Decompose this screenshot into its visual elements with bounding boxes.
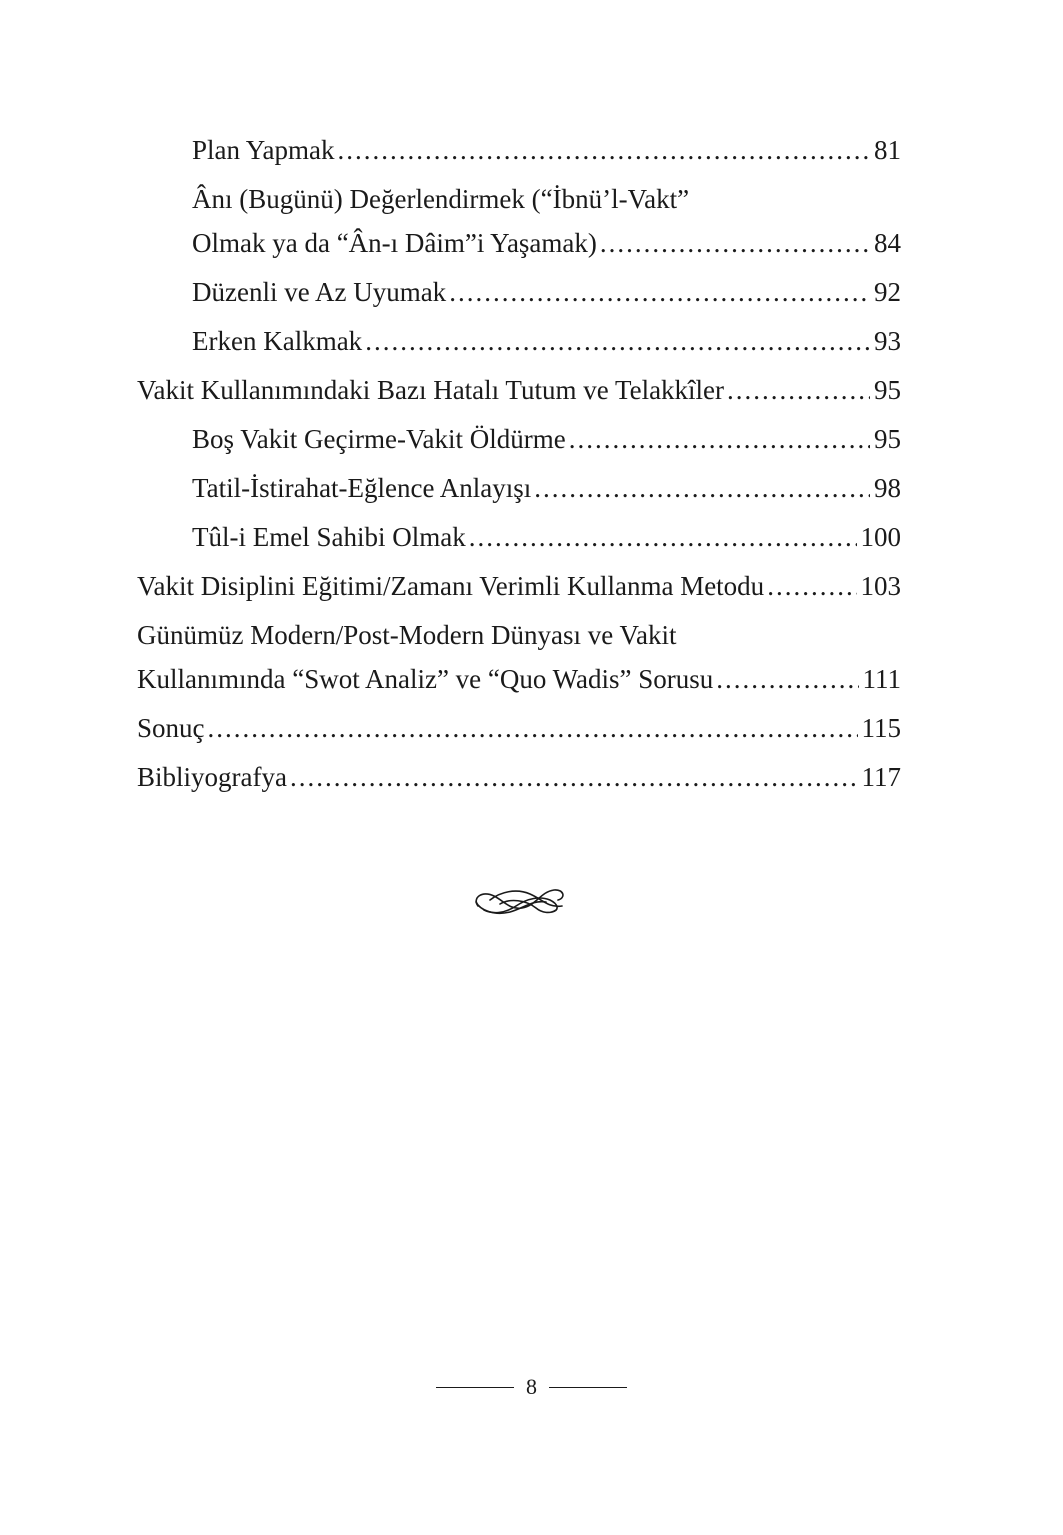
toc-entry-title-line: Günümüz Modern/Post-Modern Dünyası ve Vakit <box>137 620 677 650</box>
toc-leader-dots <box>338 128 870 172</box>
toc-entry-page: 115 <box>861 713 901 743</box>
toc-entry <box>137 177 901 265</box>
toc-leader-dots <box>600 221 870 265</box>
toc-entry-title: Vakit Kullanımındaki Bazı Hatalı Tutum ve Telakkîler <box>137 375 725 405</box>
flourish-ornament-icon <box>470 880 570 924</box>
toc-entry-title: Vakit Disiplini Eğitimi/Zamanı Verimli Kullanma Metodu <box>137 571 765 601</box>
footer-rule-left <box>436 1387 514 1388</box>
toc-leader-dots <box>449 270 870 314</box>
toc-entry-title: Erken Kalkmak <box>192 326 363 356</box>
toc-entry-title: Tatil-İstirahat-Eğlence Anlayışı <box>192 473 532 503</box>
toc-entry <box>137 417 901 461</box>
toc-entry <box>137 466 901 510</box>
page-number: 8 <box>526 1374 537 1399</box>
toc-entry-page: 100 <box>860 522 901 552</box>
footer-rule-right <box>549 1387 627 1388</box>
toc-entry-title: Düzenli ve Az Uyumak <box>192 277 447 307</box>
toc-entry-page: 93 <box>874 326 901 356</box>
toc-entry-page: 95 <box>874 375 901 405</box>
toc-entry-title-line: Ânı (Bugünü) Değerlendirmek (“İbnü’l-Vakt” <box>192 184 690 214</box>
toc-entry-page: 111 <box>862 664 901 694</box>
toc-entry-title: Boş Vakit Geçirme-Vakit Öldürme <box>192 424 566 454</box>
toc-entry-title: Tûl-i Emel Sahibi Olmak <box>192 522 466 552</box>
toc-entry-title: Bibliyografya <box>137 762 287 792</box>
toc-leader-dots <box>569 417 870 461</box>
toc-leader-dots <box>208 706 858 750</box>
table-of-contents <box>137 128 901 804</box>
toc-leader-dots <box>469 515 857 559</box>
toc-entry <box>137 368 901 412</box>
toc-entry <box>137 755 901 799</box>
toc-entry <box>137 319 901 363</box>
toc-entry-title: Sonuç <box>137 713 205 743</box>
toc-leader-dots <box>727 368 870 412</box>
toc-entry-page: 117 <box>861 762 901 792</box>
toc-entry <box>137 128 901 172</box>
toc-entry <box>137 270 901 314</box>
toc-entry-page: 84 <box>874 228 901 258</box>
toc-entry <box>137 613 901 701</box>
toc-leader-dots <box>534 466 870 510</box>
page-footer <box>0 1372 1063 1402</box>
toc-entry-title: Olmak ya da “Ân-ı Dâim”i Yaşamak) <box>192 228 597 258</box>
toc-entry <box>137 564 901 608</box>
toc-leader-dots <box>290 755 858 799</box>
toc-entry-page: 98 <box>874 473 901 503</box>
toc-entry-page: 92 <box>874 277 901 307</box>
toc-entry <box>137 706 901 750</box>
toc-leader-dots <box>767 564 856 608</box>
toc-entry-page: 81 <box>874 135 901 165</box>
toc-entry-title: Plan Yapmak <box>192 135 335 165</box>
toc-entry <box>137 515 901 559</box>
toc-entry-page: 95 <box>874 424 901 454</box>
toc-entry-page: 103 <box>860 571 901 601</box>
toc-leader-dots <box>365 319 870 363</box>
toc-entry-title: Kullanımında “Swot Analiz” ve “Quo Wadis” Sorusu <box>137 664 714 694</box>
toc-leader-dots <box>716 657 858 701</box>
